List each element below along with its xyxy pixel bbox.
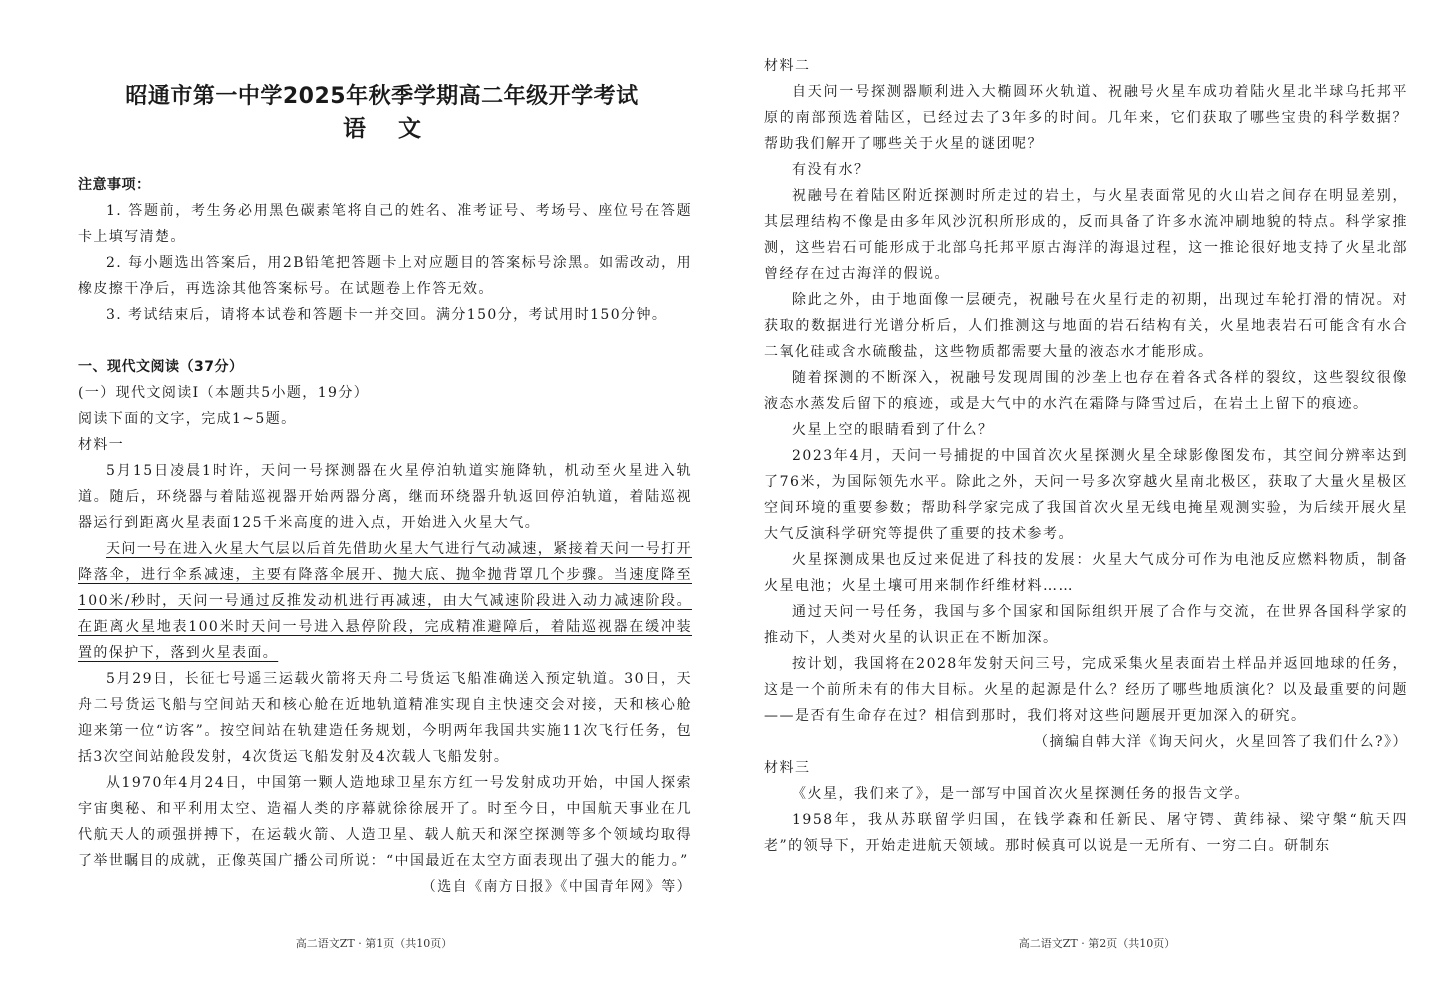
page-1-body (78, 172, 692, 900)
page-2-body (764, 53, 1408, 859)
material-2-source: （摘编自韩大洋《询天问火，火星回答了我们什么?》） (1033, 734, 1408, 750)
subject-title: 语 文 (342, 116, 433, 142)
notice-item: 2. 每小题选出答案后，用2B铅笔把答题卡上对应题目的答案标号涂黑。如需改动，用橡皮擦干净后，再选涂其他答案标号。在试题卷上作答无效。 (78, 255, 692, 297)
material-2-label: 材料二 (764, 58, 811, 74)
material-2-subheading: 有没有水？ (792, 162, 870, 178)
material-2-paragraph: 火星探测成果也反过来促进了科技的发展：火星大气成分可作为电池反应燃料物质，制备火星电池；火星土壤可用来制作纤维材料…… (764, 552, 1408, 594)
subsection-heading: (一）现代文阅读Ⅰ（本题共5小题，19分） (78, 385, 370, 401)
material-2-subheading: 火星上空的眼睛看到了什么？ (792, 422, 994, 438)
material-2-paragraph: 2023年4月，天问一号捕捉的中国首次火星探测火星全球影像图发布，其空间分辨率达到了76米，为国际领先水平。除此之外，天问一号多次穿越火星南北极区，获取了大量火星极区空间环境的重要参数；帮助科学家完成了我国首次火星无线电掩星观测实验，为后续开展火星大气反演科学研究等提供了重要的技术参考。 (764, 448, 1408, 542)
page-1-footer: 高二语文ZT · 第1页（共10页） (295, 937, 453, 950)
reading-instruction: 阅读下面的文字，完成1~5题。 (78, 411, 297, 427)
material-2-paragraph: 祝融号在着陆区附近探测时所走过的岩土，与火星表面常见的火山岩之间存在明显差别，其层理结构不像是由多年风沙沉积所形成的，反而具备了许多水流冲刷地貌的特点。科学家推测，这些岩石可能形成于北部乌托邦平原古海洋的海退过程，这一推论很好地支持了火星北部曾经存在过古海洋的假说。 (764, 188, 1408, 282)
material-2-paragraph: 除此之外，由于地面像一层硬壳，祝融号在火星行走的初期，出现过车轮打滑的情况。对获取的数据进行光谱分析后，人们推测这与地面的岩石结构有关，火星地表岩石可能含有水合二氧化硅或含水硫酸盐，这些物质都需要大量的液态水才能形成。 (764, 292, 1408, 360)
material-1-paragraph: 5月15日凌晨1时许，天问一号探测器在火星停泊轨道实施降轨，机动至火星进入轨道。随后，环绕器与着陆巡视器开始两器分离，继而环绕器升轨返回停泊轨道，着陆巡视器运行到距离火星表面125千米高度的进入点，开始进入火星大气。 (78, 463, 692, 531)
exam-title: 昭通市第一中学2025年秋季学期高二年级开学考试 (125, 84, 639, 109)
notice-item: 3. 考试结束后，请将本试卷和答题卡一并交回。满分150分，考试用时150分钟。 (106, 307, 668, 323)
material-1-label: 材料一 (78, 437, 125, 453)
material-2-paragraph: 自天问一号探测器顺利进入大椭圆环火轨道、祝融号火星车成功着陆火星北半球乌托邦平原的南部预选着陆区，已经过去了3年多的时间。几年来，它们获取了哪些宝贵的科学数据？帮助我们解开了哪些关于火星的谜团呢？ (764, 84, 1408, 152)
material-1-paragraph: 从1970年4月24日，中国第一颗人造地球卫星东方红一号发射成功开始，中国人探索宇宙奥秘、和平利用太空、造福人类的序幕就徐徐展开了。时至今日，中国航天事业在几代航天人的顽强拼搏下，在运载火箭、人造卫星、载人航天和深空探测等多个领域均取得了举世瞩目的成就，正像英国广播公司所说：“中国最近在太空方面表现出了强大的能力。” (78, 775, 692, 869)
material-2-paragraph: 通过天问一号任务，我国与多个国家和国际组织开展了合作与交流，在世界各国科学家的推动下，人类对火星的认识正在不断加深。 (764, 604, 1408, 646)
material-3-label: 材料三 (764, 760, 811, 776)
page-2-footer: 高二语文ZT · 第2页（共10页） (1018, 937, 1176, 950)
material-3-paragraph: 1958年，我从苏联留学归国，在钱学森和任新民、屠守锷、黄纬禄、梁守槃“航天四老”的领导下，开始走进航天领域。那时候真可以说是一无所有、一穷二白。研制东 (764, 812, 1408, 854)
material-1-underlined-paragraph: 天问一号在进入火星大气层以后首先借助火星大气进行气动减速，紧接着天问一号打开降落伞，进行伞系减速，主要有降落伞展开、抛大底、抛伞抛背罩几个步骤。当速度降至100米/秒时，天问一号通过反推发动机进行再减速，由大气减速阶段进入动力减速阶段。在距离火星地表100米时天问一号进入悬停阶段，完成精准避障后，着陆巡视器在缓冲装置的保护下，落到火星表面。 (78, 541, 692, 661)
material-1-source: （选自《南方日报》《中国青年网》等） (421, 879, 692, 895)
notice-title: 注意事项： (78, 177, 151, 193)
notice-item: 1. 答题前，考生务必用黑色碳素笔将自己的姓名、准考证号、考场号、座位号在答题卡上填写清楚。 (78, 203, 692, 245)
section-heading: 一、现代文阅读（37分） (78, 359, 244, 375)
material-2-paragraph: 按计划，我国将在2028年发射天问三号，完成采集火星表面岩土样品并返回地球的任务，这是一个前所未有的伟大目标。火星的起源是什么？经历了哪些地质演化？以及最重要的问题——是否有生命存在过？相信到那时，我们将对这些问题展开更加深入的研究。 (764, 656, 1408, 724)
material-3-paragraph: 《火星，我们来了》，是一部写中国首次火星探测任务的报告文学。 (792, 786, 1250, 802)
page-2 (728, 0, 1456, 1002)
spacer (78, 328, 692, 354)
material-1-paragraph: 5月29日，长征七号遥三运载火箭将天舟二号货运飞船准确送入预定轨道。30日，天舟二号货运飞船与空间站天和核心舱在近地轨道精准实现自主快速交会对接，天和核心舱迎来第一位“访客”。按空间站在轨建造任务规划，今明两年我国共实施11次飞行任务，包括3次空间站舱段发射，4次货运飞船发射及4次载人飞船发射。 (78, 671, 692, 765)
material-2-paragraph: 随着探测的不断深入，祝融号发现周围的沙垄上也存在着各式各样的裂纹，这些裂纹很像液态水蒸发后留下的痕迹，或是大气中的水汽在霜降与降雪过后，在岩土上留下的痕迹。 (764, 370, 1408, 412)
